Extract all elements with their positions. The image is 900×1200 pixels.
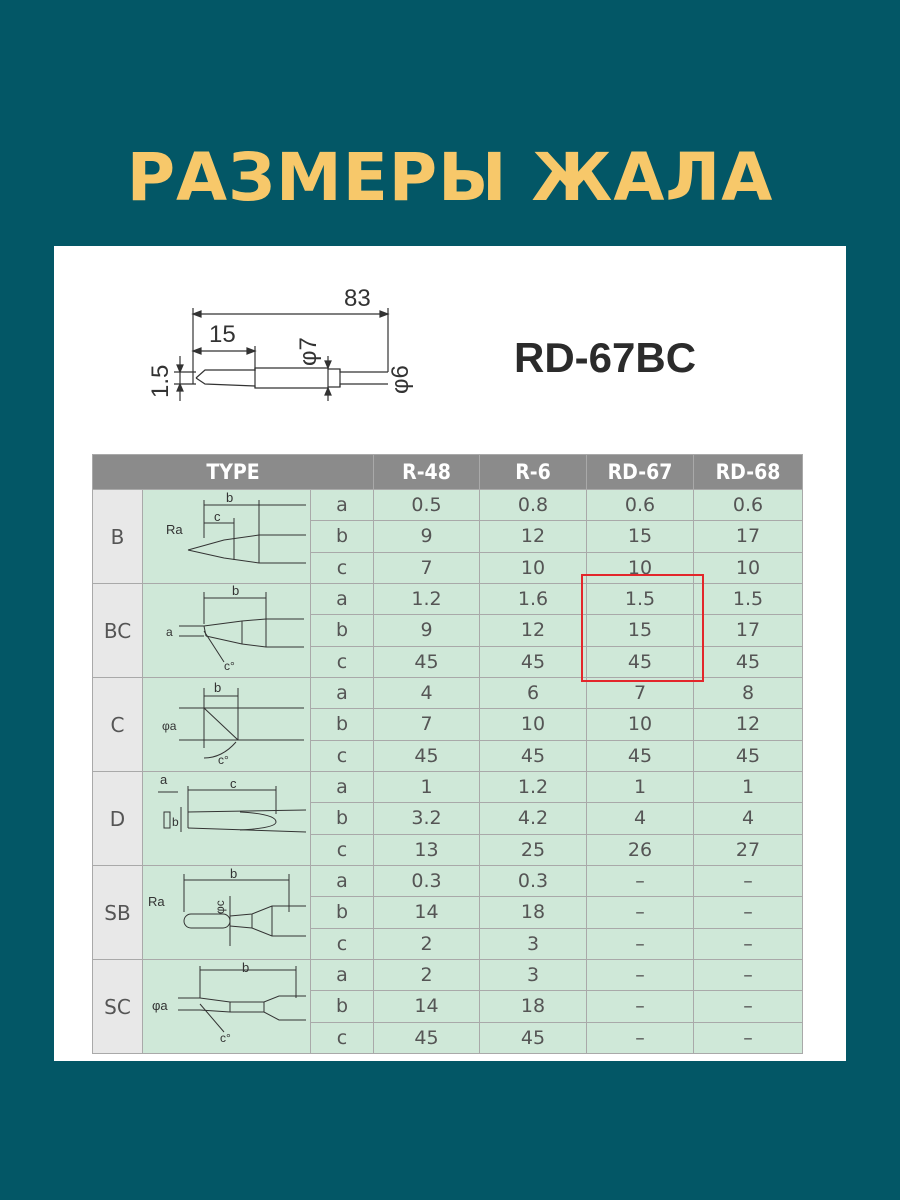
tip-diagram-cell [143, 960, 311, 1054]
value-cell: 45 [480, 646, 587, 677]
diagram-label: φc [212, 900, 227, 914]
param-cell: c [311, 1022, 374, 1053]
param-cell: a [311, 584, 374, 615]
param-cell: a [311, 490, 374, 521]
param-cell: b [311, 615, 374, 646]
value-cell: 13 [374, 834, 480, 865]
table-row [93, 866, 803, 897]
diagram-label: c° [217, 753, 229, 766]
diagram-label: Ra [165, 522, 183, 537]
value-cell: 17 [694, 521, 803, 552]
param-cell: a [311, 866, 374, 897]
table-row [93, 490, 803, 521]
value-cell: 45 [694, 646, 803, 677]
tip-shape-diagram [144, 584, 310, 672]
diagram-label: φa [151, 998, 168, 1013]
diagram-label: b [229, 866, 237, 881]
tip-type-cell: D [93, 772, 143, 866]
value-cell: 15 [587, 615, 694, 646]
value-cell: – [587, 991, 694, 1022]
value-cell: 1.5 [587, 584, 694, 615]
tip-type-cell: SC [93, 960, 143, 1054]
value-cell: 10 [694, 552, 803, 583]
dim-tip-length: 15 [209, 321, 236, 348]
value-cell: 3 [480, 960, 587, 991]
value-cell: 8 [694, 678, 803, 709]
value-cell: 26 [587, 834, 694, 865]
value-cell: 3.2 [374, 803, 480, 834]
dim-diameter-large: φ7 [295, 337, 322, 366]
value-cell: 0.3 [374, 866, 480, 897]
value-cell: 4 [694, 803, 803, 834]
tip-type-cell: SB [93, 866, 143, 960]
value-cell: 10 [480, 709, 587, 740]
diagram-label: b [171, 815, 179, 829]
param-cell: a [311, 772, 374, 803]
tip-shape-diagram [144, 678, 310, 766]
value-cell: 0.8 [480, 490, 587, 521]
page-title: РАЗМЕРЫ ЖАЛА [126, 139, 774, 216]
value-cell: 3 [480, 928, 587, 959]
value-cell: – [694, 928, 803, 959]
param-cell: b [311, 521, 374, 552]
value-cell: 0.5 [374, 490, 480, 521]
value-cell: 9 [374, 615, 480, 646]
value-cell: 0.3 [480, 866, 587, 897]
value-cell: 45 [587, 646, 694, 677]
value-cell: 1 [694, 772, 803, 803]
tip-type-cell: C [93, 678, 143, 772]
value-cell: – [587, 928, 694, 959]
diagram-label: b [231, 584, 239, 598]
value-cell: 12 [480, 521, 587, 552]
value-cell: 18 [480, 991, 587, 1022]
param-cell: b [311, 991, 374, 1022]
param-cell: c [311, 740, 374, 771]
value-cell: – [694, 1022, 803, 1053]
header-col: RD-67 [587, 455, 694, 490]
table-row [93, 960, 803, 991]
header-type: TYPE [93, 455, 374, 490]
value-cell: 2 [374, 928, 480, 959]
param-cell: c [311, 552, 374, 583]
value-cell: – [694, 991, 803, 1022]
value-cell: 10 [480, 552, 587, 583]
value-cell: 7 [374, 552, 480, 583]
table-row [93, 772, 803, 803]
dim-diameter-small: φ6 [387, 365, 414, 394]
value-cell: 17 [694, 615, 803, 646]
diagram-label: a [159, 772, 167, 787]
tip-shape-diagram [144, 772, 310, 860]
tip-type-cell: BC [93, 584, 143, 678]
diagram-label: φa [161, 719, 176, 733]
tip-dimension-drawing [130, 276, 450, 426]
diagram-label: Ra [147, 894, 165, 909]
value-cell: 14 [374, 991, 480, 1022]
value-cell: – [587, 960, 694, 991]
table-row [93, 678, 803, 709]
param-cell: b [311, 803, 374, 834]
tip-diagram-cell [143, 866, 311, 960]
diagram-label: b [241, 960, 249, 975]
tip-type-cell: B [93, 490, 143, 584]
tip-diagram-cell [143, 772, 311, 866]
tip-shape-diagram [144, 960, 310, 1048]
value-cell: – [587, 897, 694, 928]
value-cell: 45 [374, 1022, 480, 1053]
value-cell: 1 [374, 772, 480, 803]
diagram-label: b [225, 490, 233, 505]
header-col: R-48 [374, 455, 480, 490]
dim-total-length: 83 [344, 285, 371, 312]
value-cell: 4.2 [480, 803, 587, 834]
tip-size-table [92, 454, 803, 1054]
value-cell: 7 [374, 709, 480, 740]
param-cell: a [311, 960, 374, 991]
value-cell: – [587, 1022, 694, 1053]
value-cell: 2 [374, 960, 480, 991]
value-cell: 45 [480, 1022, 587, 1053]
diagram-label: a [165, 625, 173, 639]
value-cell: 1.2 [374, 584, 480, 615]
value-cell: – [587, 866, 694, 897]
diagram-label: c [229, 776, 236, 791]
param-cell: c [311, 928, 374, 959]
tip-shape-diagram [144, 866, 310, 954]
value-cell: 45 [374, 646, 480, 677]
value-cell: 10 [587, 709, 694, 740]
value-cell: – [694, 866, 803, 897]
header-col: R-6 [480, 455, 587, 490]
value-cell: 9 [374, 521, 480, 552]
value-cell: 1.5 [694, 584, 803, 615]
tip-diagram-cell [143, 584, 311, 678]
value-cell: 0.6 [587, 490, 694, 521]
dim-tip-thickness: 1.5 [147, 364, 174, 398]
value-cell: 45 [694, 740, 803, 771]
diagram-label: b [213, 680, 221, 695]
value-cell: 6 [480, 678, 587, 709]
value-cell: 0.6 [694, 490, 803, 521]
diagram-label: c° [219, 1031, 231, 1045]
tip-diagram-cell [143, 678, 311, 772]
param-cell: c [311, 834, 374, 865]
value-cell: 27 [694, 834, 803, 865]
value-cell: 4 [374, 678, 480, 709]
value-cell: 45 [587, 740, 694, 771]
diagram-label: c [213, 509, 220, 524]
value-cell: – [694, 960, 803, 991]
value-cell: 12 [694, 709, 803, 740]
value-cell: 7 [587, 678, 694, 709]
value-cell: 15 [587, 521, 694, 552]
param-cell: b [311, 897, 374, 928]
tip-shape-diagram [144, 490, 310, 578]
value-cell: 45 [374, 740, 480, 771]
value-cell: 45 [480, 740, 587, 771]
rd67-bc-highlight [581, 574, 704, 682]
param-cell: b [311, 709, 374, 740]
spec-card [54, 246, 846, 1061]
value-cell: 1.2 [480, 772, 587, 803]
tip-diagram-cell [143, 490, 311, 584]
header-col: RD-68 [694, 455, 803, 490]
value-cell: 14 [374, 897, 480, 928]
value-cell: 18 [480, 897, 587, 928]
value-cell: 25 [480, 834, 587, 865]
param-cell: a [311, 678, 374, 709]
value-cell: 1 [587, 772, 694, 803]
diagram-label: c° [223, 659, 235, 672]
value-cell: 12 [480, 615, 587, 646]
value-cell: 4 [587, 803, 694, 834]
param-cell: c [311, 646, 374, 677]
value-cell: – [694, 897, 803, 928]
value-cell: 1.6 [480, 584, 587, 615]
model-name: RD-67BC [514, 334, 697, 381]
value-cell: 10 [587, 552, 694, 583]
